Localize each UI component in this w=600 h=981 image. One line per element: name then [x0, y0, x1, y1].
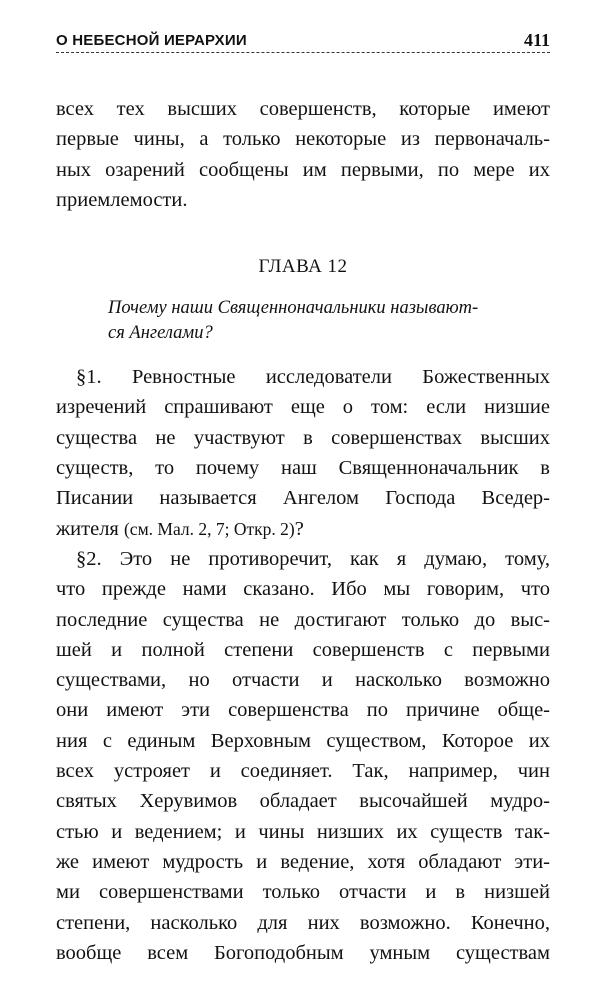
text-line: что прежде нами сказано. Ибо мы говорим, что [56, 578, 550, 601]
text-line: §1. Ревностные исследователи Божественных [76, 366, 550, 389]
text-line: существа не участвуют в совершенствах высших [56, 426, 550, 449]
text-line: вообще всем Богоподобным умным существам [56, 941, 550, 964]
text-line: стью и ведением; и чины низших их существ так- [56, 820, 550, 843]
text-line: последние существа не достигают только до выс- [56, 608, 550, 631]
running-head [56, 18, 550, 53]
section-1-paragraph [56, 362, 550, 544]
scripture-reference: (см. Мал. 2, 7; Откр. 2) [123, 518, 295, 539]
text-line: же имеют мудрость и ведение, хотя обладают эти- [56, 850, 550, 873]
chapter-subtitle [56, 296, 550, 346]
text-line: шей и полной степени совершенств с первыми [56, 638, 550, 661]
running-title: О НЕБЕСНОЙ ИЕРАРХИИ [56, 32, 247, 49]
text-line: они имеют эти совершенства по причине обще- [56, 699, 550, 722]
subtitle-line: ся Ангелами? [108, 323, 213, 344]
text-line: всех тех высших совершенств, которые имеют [56, 98, 550, 120]
text-fragment: ? [294, 517, 304, 540]
text-line: первые чины, а только некоторые из первоначаль- [56, 128, 550, 151]
text-line: приемлемости. [56, 188, 188, 211]
text-line: существами, но отчасти и насколько возможно [56, 669, 550, 692]
chapter-heading: ГЛАВА 12 [258, 256, 348, 278]
book-page [56, 18, 550, 968]
section-2-paragraph [56, 544, 550, 968]
subtitle-line: Почему наши Священноначальники называют- [108, 298, 479, 319]
page-number: 411 [523, 30, 550, 50]
text-line: Писании называется Ангелом Господа Вседер- [56, 487, 550, 510]
text-line: ния с единым Верховным существом, Которое их [56, 729, 550, 752]
text-fragment: жителя [56, 517, 124, 540]
text-line: ных озарений сообщены им первыми, по мере их [56, 158, 550, 181]
opening-paragraph [56, 94, 550, 215]
text-line: святых Херувимов обладает высочайшей мудро- [56, 790, 550, 813]
text-line: всех устрояет и соединяет. Так, например, чин [56, 760, 550, 783]
text-line: существ, то почему наш Священноначальник в [56, 457, 550, 480]
text-line: ми совершенствами только отчасти и в низшей [56, 881, 550, 904]
text-line: степени, насколько для них возможно. Конечно, [56, 911, 550, 934]
text-line: §2. Это не противоречит, как я думаю, тому, [76, 547, 550, 570]
text-line-with-reference [56, 514, 550, 544]
text-line: изречений спрашивают еще о том: если низшие [56, 396, 550, 419]
